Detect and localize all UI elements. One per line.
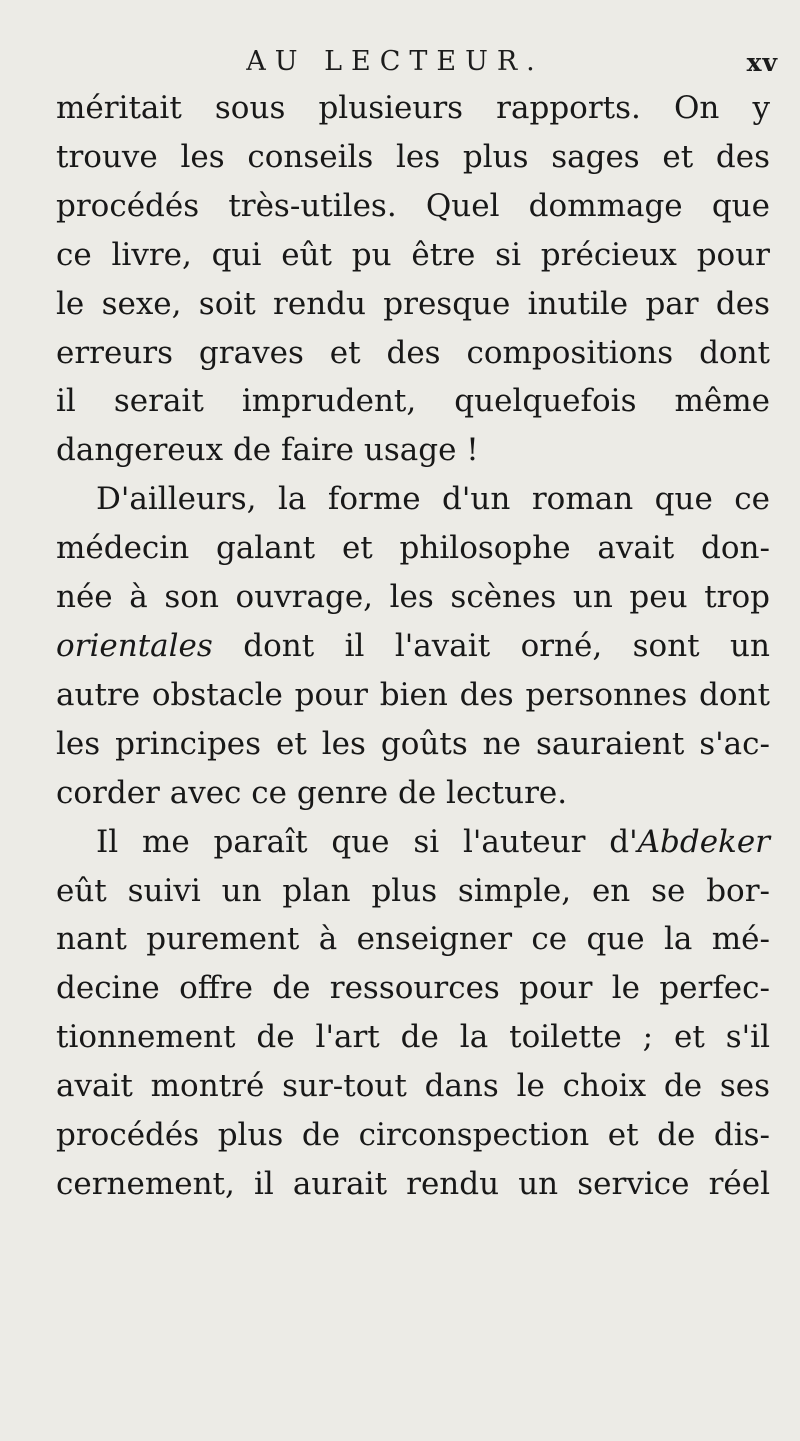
text-line: ce livre, qui eût pu être si précieux pour: [56, 236, 770, 273]
text-segment: Il me paraît que si l'auteur d': [96, 823, 638, 860]
text-line: avait montré sur-tout dans le choix de ses: [56, 1068, 770, 1105]
text-line: trouve les conseils les plus sages et des: [56, 138, 770, 175]
text-segment: dont il l'avait orné, sont un: [212, 627, 770, 664]
italic-word: orientales: [56, 627, 213, 664]
text-line: née à son ouvrage, les scènes un peu trop: [56, 579, 770, 616]
text-line-with-italic: [56, 622, 770, 671]
text-line: le sexe, soit rendu presque inutile par des: [56, 285, 770, 322]
paragraph-start-line: D'ailleurs, la forme d'un roman que ce: [96, 481, 770, 518]
text-line: il serait imprudent, quelquefois même: [56, 383, 770, 420]
text-line: médecin galant et philosophe avait don-: [56, 530, 770, 567]
text-line: erreurs graves et des compositions dont: [56, 334, 770, 371]
running-title: AU LECTEUR.: [246, 46, 544, 77]
body-text: [56, 84, 770, 1209]
text-line: procédés très-utiles. Quel dommage que: [56, 187, 770, 224]
paragraph-end-line: corder avec ce genre de lecture.: [56, 774, 568, 811]
text-line: cernement, il aurait rendu un service réel: [56, 1165, 770, 1202]
text-line: méritait sous plusieurs rapports. On y: [56, 90, 770, 126]
page-header: [0, 42, 800, 82]
text-line: decine offre de ressources pour le perfec-: [56, 970, 770, 1007]
paragraph-end-line: dangereux de faire usage !: [56, 432, 479, 469]
text-line: procédés plus de circonspection et de dis-: [56, 1117, 770, 1154]
text-line: les principes et les goûts ne sauraient s'ac-: [56, 725, 770, 762]
page-number: xv: [746, 48, 778, 77]
paragraph-start-line-with-italic: [56, 818, 770, 867]
text-line: tionnement de l'art de la toilette ; et s'il: [56, 1019, 770, 1056]
text-line: eût suivi un plan plus simple, en se bor-: [56, 872, 770, 909]
text-line: nant purement à enseigner ce que la mé-: [56, 921, 770, 958]
italic-word: Abdeker: [637, 823, 770, 860]
text-line: autre obstacle pour bien des personnes dont: [56, 676, 770, 713]
